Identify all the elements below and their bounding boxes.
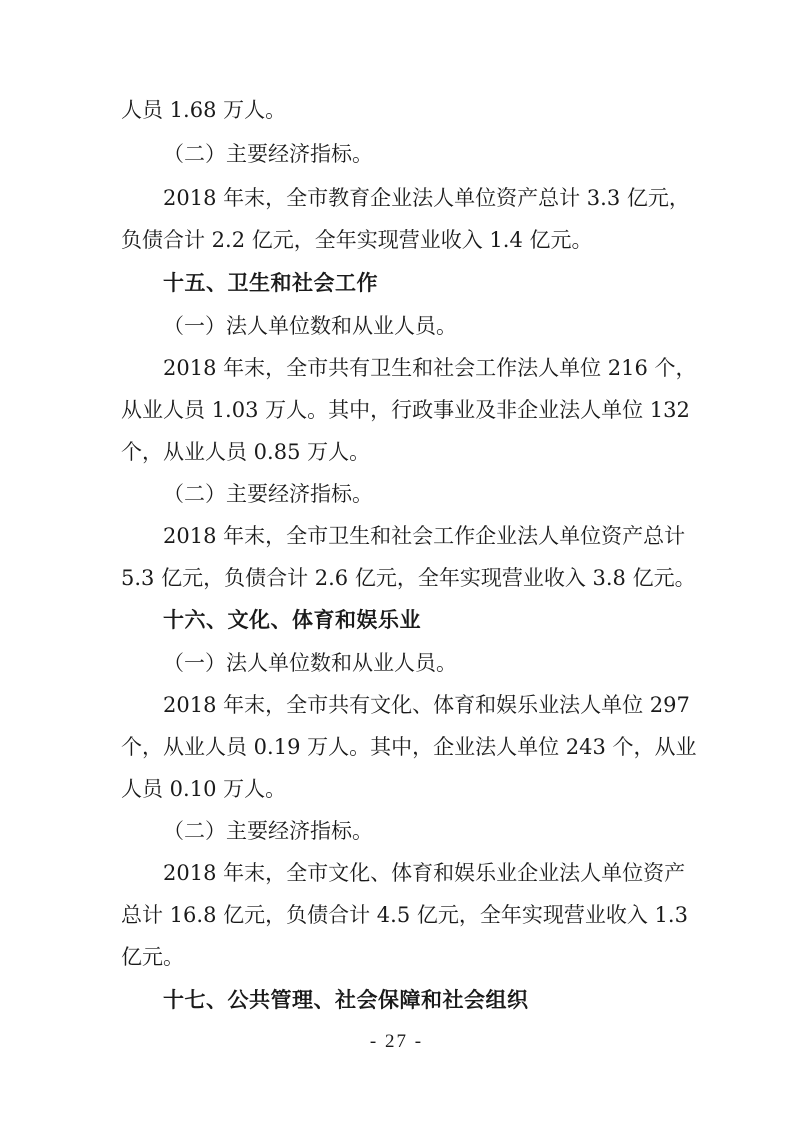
subsection-heading: （一）法人单位数和从业人员。 [163,314,457,338]
subsection-heading: （二）主要经济指标。 [163,819,373,843]
subsection-heading: （二）主要经济指标。 [163,482,373,506]
paragraph-line: 2018 年末，全市卫生和社会工作企业法人单位资产总计 [163,524,686,548]
paragraph-line: 人员 1.68 万人。 [121,98,287,122]
paragraph-line: 人员 0.10 万人。 [121,777,287,801]
paragraph-line: 从业人员 1.03 万人。其中，行政事业及非企业法人单位 132 [121,398,690,422]
paragraph-line: 2018 年末，全市共有文化、体育和娱乐业法人单位 297 [163,693,690,717]
section-heading: 十六、文化、体育和娱乐业 [163,608,421,632]
subsection-heading: （二）主要经济指标。 [163,142,373,166]
paragraph-line: 个，从业人员 0.19 万人。其中，企业法人单位 243 个，从业 [121,735,697,759]
page-number: - 27 - [369,1031,424,1052]
section-heading: 十七、公共管理、社会保障和社会组织 [163,988,529,1012]
paragraph-line: 负债合计 2.2 亿元，全年实现营业收入 1.4 亿元。 [121,228,593,252]
paragraph-line: 5.3 亿元，负债合计 2.6 亿元，全年实现营业收入 3.8 亿元。 [121,566,696,590]
paragraph-line: 总计 16.8 亿元，负债合计 4.5 亿元，全年实现营业收入 1.3 [121,903,688,927]
subsection-heading: （一）法人单位数和从业人员。 [163,651,457,675]
paragraph-line: 2018 年末，全市共有卫生和社会工作法人单位 216 个， [163,356,697,380]
paragraph-line: 2018 年末，全市教育企业法人单位资产总计 3.3 亿元， [163,186,690,210]
paragraph-line: 2018 年末，全市文化、体育和娱乐业企业法人单位资产 [163,861,686,885]
paragraph-line: 亿元。 [121,945,184,969]
section-heading: 十五、卫生和社会工作 [163,271,378,295]
paragraph-line: 个，从业人员 0.85 万人。 [121,440,371,464]
